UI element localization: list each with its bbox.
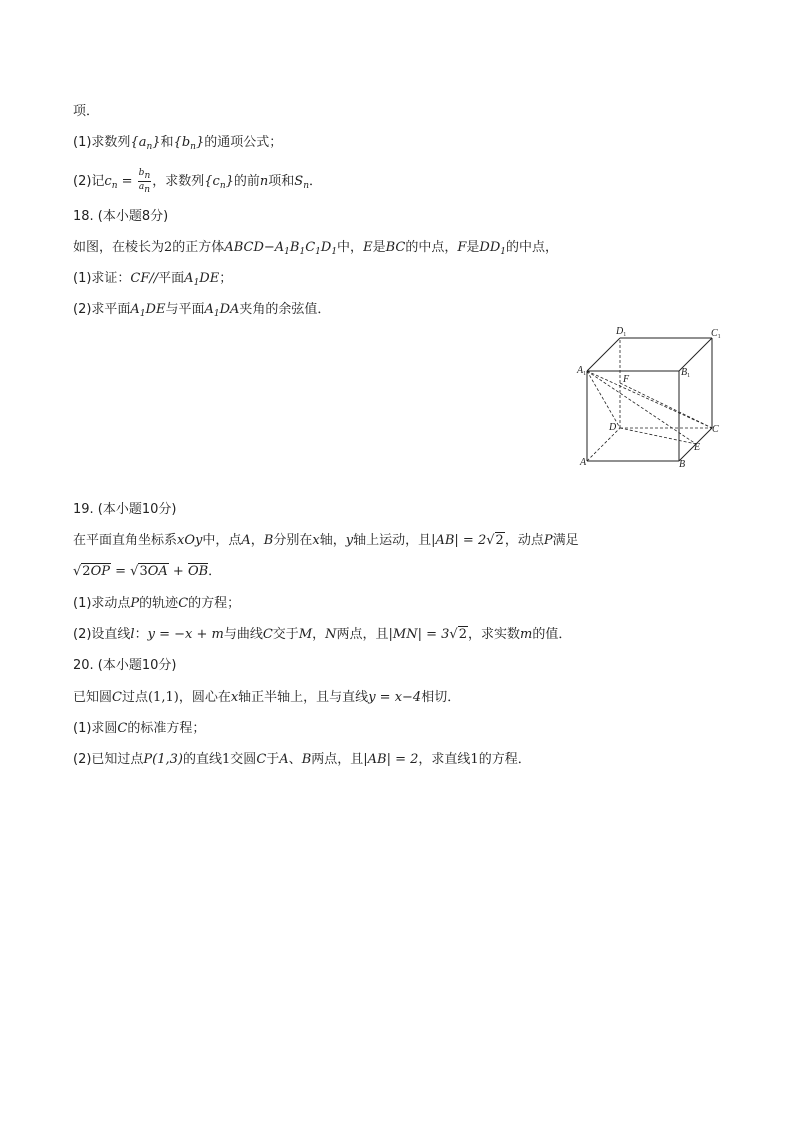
label-C1: $C_1$ [711,328,721,340]
math-text: DA [219,302,240,317]
text: 轴上运动，且 [353,533,432,548]
text: 的前 [233,174,260,189]
text: (1)求数列 [73,135,131,150]
sqrt: √3OA [130,564,168,579]
label-E: E [694,442,701,453]
text: 的值． [532,627,572,642]
label-F: F [623,374,630,385]
math-text: C [256,752,267,767]
math-text: } [225,174,234,189]
math-text: c [104,174,112,189]
math-sub: n [303,181,309,191]
text: ，求直线 [418,752,471,767]
text: 两点，且 [336,627,389,642]
math-text: = [117,174,137,189]
text: 分别在 [273,533,313,548]
question-19-header [73,501,177,519]
question-17-part-2 [73,168,322,195]
text: (1)求动点 [73,596,131,611]
question-17-part-1 [73,134,282,156]
text: 平面 [158,271,185,286]
math-text: C [117,721,128,736]
math-text: P [543,533,553,548]
math-text: x [312,533,320,548]
text: 的中点， [405,240,458,255]
question-20-header [73,657,177,675]
text: (2)求平面 [73,302,131,317]
math-text: B [289,240,300,255]
text: 满足 [552,533,579,548]
math-text: S [294,174,304,189]
text: 18. (本小题8分) [73,209,169,224]
sqrt: √2 [449,627,467,642]
math-text: B [263,533,274,548]
text: 夹角的余弦值． [239,302,331,317]
label-D: D [609,422,617,433]
question-18-part-2 [73,301,330,323]
text: ： [134,627,148,642]
text: 20. (本小题10分) [73,658,177,673]
math-text: P(1,3) [143,752,183,767]
math-sub: 1 [284,247,290,257]
math-text: P [130,596,140,611]
math-text: DD [479,240,501,255]
text: ，圆心在 [178,690,231,705]
math-text: b [138,168,145,178]
text-line-continuation [73,103,99,121]
math-text: C [178,596,189,611]
math-text: } [195,135,205,150]
math-sub: n [111,181,118,191]
math [104,174,117,189]
math-text: } [152,135,161,150]
math [130,302,165,317]
sqrt: √2OP [73,564,110,579]
text: 的方程； [188,596,241,611]
math-text: 1 [470,752,479,767]
text: 与平面 [165,302,205,317]
text: 项． [73,104,100,119]
math-text: 1 [222,752,231,767]
segment-A1D [587,371,620,428]
label-B1: $B_1$ [681,367,691,379]
text: 是 [466,240,480,255]
text: (2)已知过点 [73,752,144,767]
math-text: l [130,627,135,642]
math-text: ABCD−A [224,240,285,255]
math-sub: n [146,142,153,152]
question-18-header [73,208,168,226]
math [204,174,234,189]
math-text: y [345,533,354,548]
math-text: F [457,240,467,255]
segment-A1E [587,371,696,444]
text: 的正方体 [172,240,225,255]
math [479,240,506,255]
segment-A1C [587,371,712,428]
math-text: = [110,564,131,579]
math-text: n [259,174,269,189]
text: 和 [160,135,174,150]
question-20-part-2 [73,751,531,769]
text: 项和 [268,174,295,189]
math-text: 2 [495,533,504,548]
text: 19. (本小题10分) [73,502,177,517]
question-20-part-1 [73,720,205,738]
math-text: |MN| = 3 [388,627,450,642]
math-text: y = x−4 [368,690,422,705]
math-text: A [130,302,140,317]
text: 过点 [121,690,148,705]
math-text: C [112,690,122,705]
text: 的标准方程； [127,721,206,736]
math-text: |AB| = 2 [431,533,487,548]
text: ，求实数 [467,627,520,642]
math-text: |AB| = 2 [363,752,419,767]
math-text: m [520,627,533,642]
question-19-stem [73,532,579,550]
text: ， [250,533,264,548]
math-sub: 1 [331,247,338,257]
question-18-stem [73,239,558,261]
math-sub: 1 [299,247,306,257]
math-sub: 1 [139,309,146,319]
text: 是 [372,240,386,255]
vector: OP [90,564,110,579]
text: (1)求证： [73,271,131,286]
text: (1)求圆 [73,721,118,736]
math-sub: 1 [213,309,220,319]
label-D1: $D_1$ [616,326,627,338]
text: (2)设直线 [73,627,131,642]
text: 如图，在棱长为 [73,240,165,255]
text: 在平面直角坐标系 [73,533,178,548]
math-text: y = −x + m [147,627,224,642]
math-text: xOy [177,533,203,548]
math-text: {a [130,135,147,150]
text: 的中点， [505,240,558,255]
math-text: DE [199,271,220,286]
math-text: M [298,627,313,642]
segment-FC [620,383,712,428]
text: 轴， [319,533,346,548]
math-text: 2 [82,564,91,579]
text: ； [219,271,233,286]
question-18-part-1 [73,270,232,292]
text: 的轨迹 [139,596,179,611]
math-text: A [184,271,194,286]
cube-figure [570,322,730,472]
vector: OA [147,564,168,579]
text: 轴正半轴上，且与直线 [238,690,369,705]
label-C: C [712,424,719,435]
text: 相切． [421,690,461,705]
question-20-stem [73,689,460,707]
text: 两点，且 [311,752,364,767]
math-text: A [241,533,251,548]
math-text: (1,1) [147,690,179,705]
math-text: C [262,627,273,642]
math-text: 2 [164,240,173,255]
math-text: B [301,752,312,767]
math-text: BC [385,240,406,255]
question-19-part-2 [73,626,571,644]
math-text: C [305,240,316,255]
math [174,135,205,150]
math-text: 3 [139,564,148,579]
text: 于 [266,752,280,767]
math [184,271,219,286]
math-text: DE [145,302,166,317]
math [294,174,309,189]
math-text: A [204,302,214,317]
vector: OB [187,564,209,579]
math-text: CF// [130,271,159,286]
sqrt: √2 [486,533,504,548]
text: 交于 [272,627,299,642]
label-A1: $A_1$ [577,365,587,377]
math-text: E [363,240,373,255]
math-sub: n [144,171,151,181]
text: ，动点 [504,533,544,548]
math-text: + [168,564,188,579]
text: 交圆 [230,752,257,767]
question-19-part-1 [73,595,240,613]
fraction [138,168,152,195]
math-sub: n [190,142,196,152]
text: 中，点 [202,533,242,548]
math-text: D [320,240,332,255]
math-text: N [325,627,337,642]
math [130,135,160,150]
edge-A1D1 [587,338,620,371]
math-text: A [279,752,289,767]
text: 已知圆 [73,690,113,705]
math-text: x [230,690,239,705]
math-sub: n [144,185,151,195]
text: ． [309,174,323,189]
text: 的直线 [183,752,223,767]
label-B: B [679,459,686,470]
label-A: A [580,457,587,468]
math-text: a [138,182,145,192]
math-sub: 1 [500,247,506,257]
question-19-vector-condition [73,563,221,581]
text: 中， [337,240,364,255]
text: ， [312,627,326,642]
math [224,240,337,255]
text: 的方程． [478,752,531,767]
math-text: 2 [458,627,467,642]
math-text: {c [204,174,220,189]
math-sub: n [219,181,226,191]
math-sub: 1 [193,278,200,288]
math-text: {b [173,135,191,150]
text: (2)记 [73,174,105,189]
text: 与曲线 [223,627,263,642]
math-sub: 1 [315,247,321,257]
text: 、 [288,752,302,767]
text: ． [208,564,222,579]
math [204,302,239,317]
text: 的通项公式； [204,135,283,150]
text: ，求数列 [152,174,205,189]
